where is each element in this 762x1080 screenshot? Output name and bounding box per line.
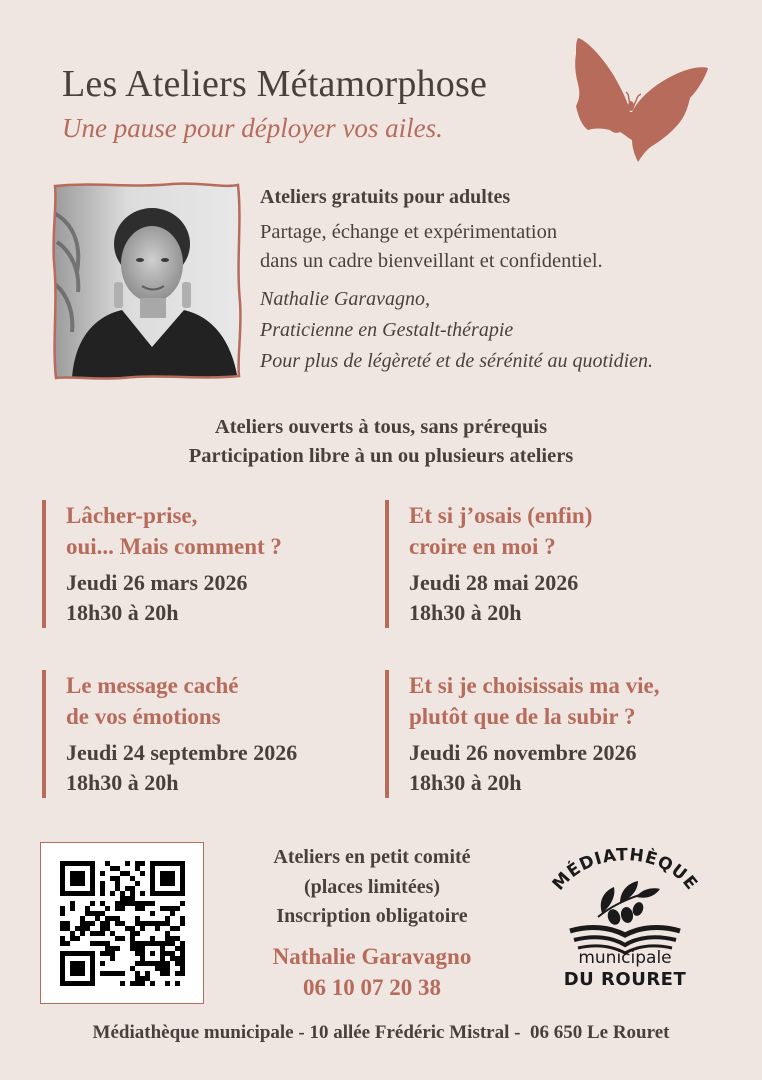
workshop-title-line: Le message caché (66, 673, 239, 698)
intro-description (260, 218, 720, 276)
portrait-photo (52, 182, 242, 380)
signature-role: Praticienne en Gestalt-thérapie (260, 319, 514, 341)
intro-heading: Ateliers gratuits pour adultes (260, 186, 511, 208)
workshop-time: 18h30 à 20h (409, 770, 522, 795)
workshop-date: Jeudi 24 septembre 2026 (66, 740, 298, 765)
portrait-image (52, 182, 242, 380)
workshop-title-line: de vos émotions (66, 704, 221, 729)
intro-description-line: Partage, échange et expérimentation (260, 221, 558, 243)
logo-emblem (540, 845, 710, 955)
mediatheque-logo (540, 845, 710, 995)
workshop-schedule (66, 738, 382, 798)
logo-rouret: DU ROURET (563, 969, 687, 990)
contact-phone[interactable]: 06 10 07 20 38 (303, 974, 441, 1000)
workshop-schedule (409, 568, 725, 628)
workshop-schedule (409, 738, 725, 798)
qr-code-icon[interactable] (60, 861, 185, 986)
workshop-title-line: plutôt que de la subir ? (409, 704, 636, 729)
workshop-card (42, 670, 382, 798)
qr-code-box[interactable] (40, 842, 204, 1004)
intro-signature (260, 284, 720, 377)
workshop-title-line: Lâcher-prise, (66, 503, 198, 528)
open-info-line: Participation libre à un ou plusieurs ateliers (188, 445, 574, 467)
workshop-title (66, 500, 382, 562)
open-info (0, 413, 762, 471)
workshop-title (409, 500, 725, 562)
logo-municipale: municipale (578, 948, 672, 968)
workshop-date: Jeudi 26 novembre 2026 (409, 740, 637, 765)
logo-arc-text: MÉDIATHÈQUE (548, 845, 702, 895)
footer-address: Médiathèque municipale - 10 allée Frédéric Mistral - 06 650 Le Rouret (92, 1022, 670, 1043)
signature-name: Nathalie Garavagno, (260, 288, 430, 310)
workshop-title (409, 670, 725, 732)
olive-branch-icon (598, 881, 660, 927)
butterfly-icon (572, 36, 708, 164)
workshop-time: 18h30 à 20h (66, 600, 179, 625)
registration-line: Inscription obligatoire (276, 905, 468, 927)
registration-info (222, 843, 522, 1003)
workshop-title-line: Et si j’osais (enfin) (409, 503, 593, 528)
workshop-title-line: oui... Mais comment ? (66, 534, 282, 559)
contact-name: Nathalie Garavagno (272, 943, 472, 969)
workshop-schedule (66, 568, 382, 628)
registration-line: (places limitées) (303, 875, 441, 898)
intro-section (260, 186, 720, 377)
workshop-date: Jeudi 28 mai 2026 (409, 570, 579, 595)
svg-text:MÉDIATHÈQUE (549, 845, 702, 894)
page-subtitle: Une pause pour déployer vos ailes. (62, 113, 443, 143)
workshop-title-line: croire en moi ? (409, 534, 556, 559)
intro-description-line: dans un cadre bienveillant et confidentiel. (260, 250, 603, 272)
open-info-line: Ateliers ouverts à tous, sans prérequis (214, 416, 548, 438)
page-title: Les Ateliers Métamorphose (62, 63, 488, 105)
workshop-card (42, 500, 382, 628)
workshop-card (385, 500, 725, 628)
signature-tagline: Pour plus de légèreté et de sérénité au quotidien. (260, 350, 654, 372)
workshop-title-line: Et si je choisissais ma vie, (409, 673, 660, 698)
workshop-time: 18h30 à 20h (409, 600, 522, 625)
registration-line: Ateliers en petit comité (273, 846, 471, 868)
workshop-title (66, 670, 382, 732)
workshop-card (385, 670, 725, 798)
workshop-time: 18h30 à 20h (66, 770, 179, 795)
workshop-date: Jeudi 26 mars 2026 (66, 570, 248, 595)
